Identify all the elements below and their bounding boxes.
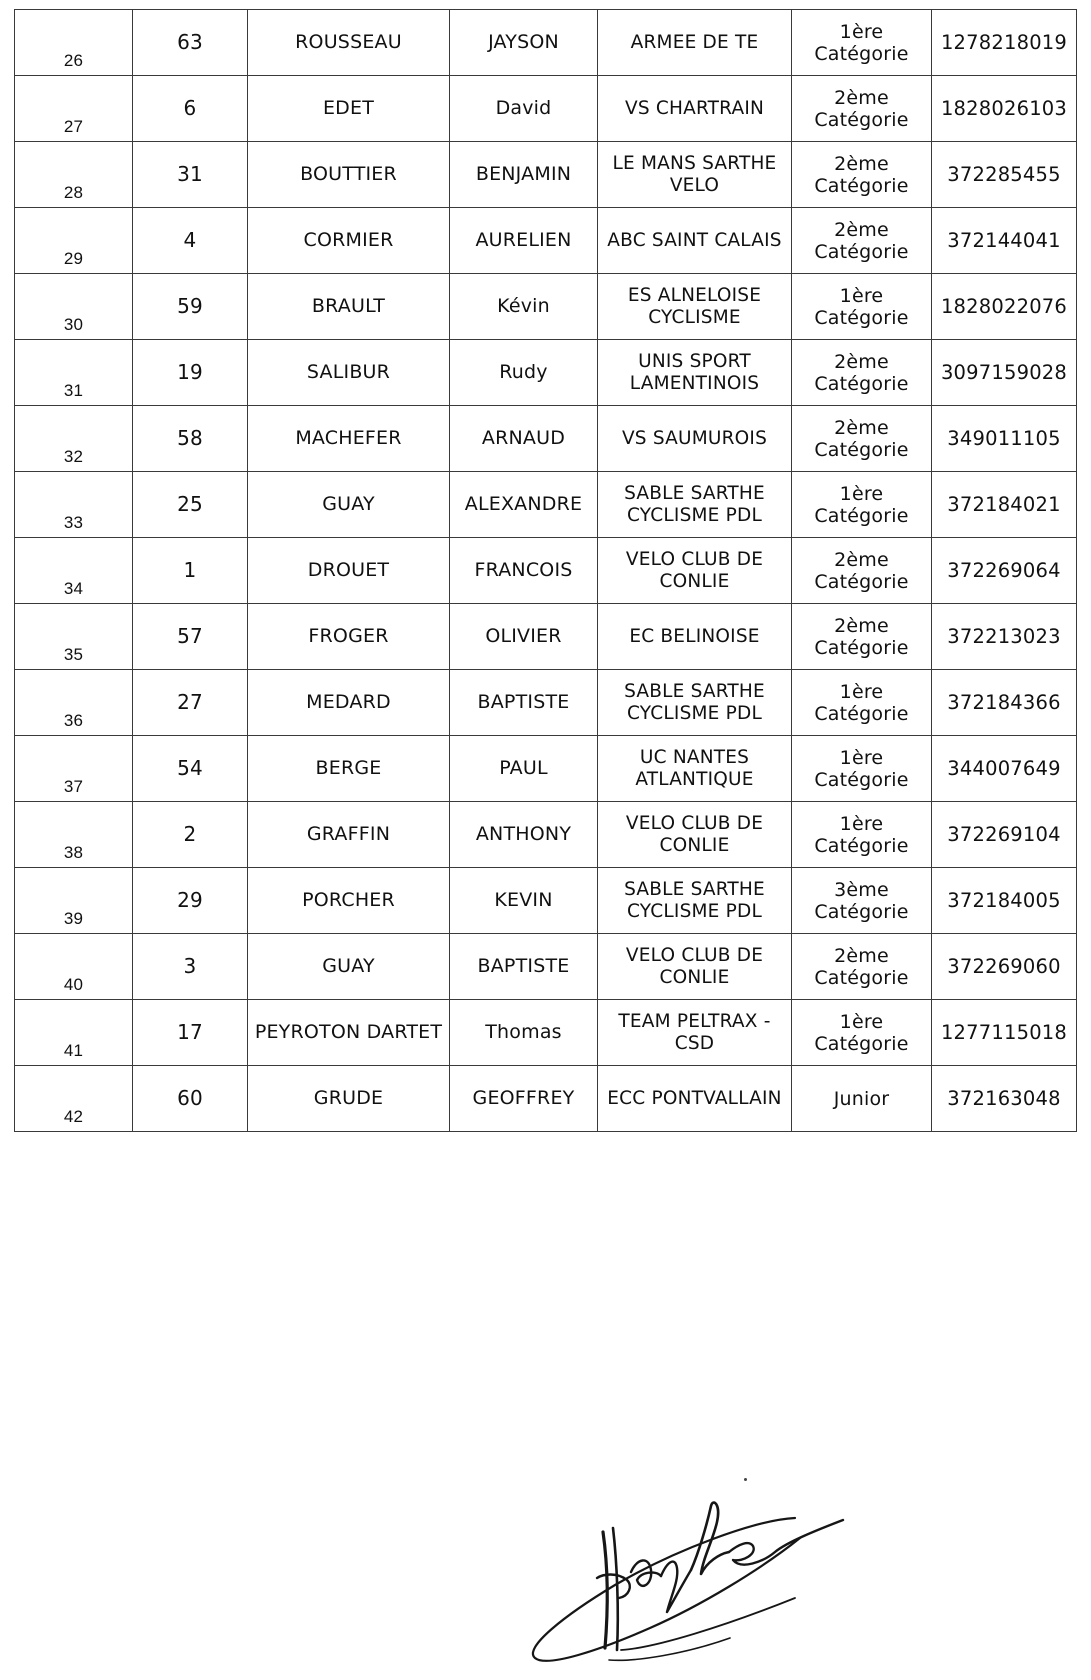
table-row: [15, 670, 1077, 736]
rank-cell: 30: [15, 274, 133, 340]
bib-number-cell: 60: [133, 1066, 248, 1132]
club-cell: SABLE SARTHE CYCLISME PDL: [598, 868, 792, 934]
table-row: [15, 1000, 1077, 1066]
license-number-cell: 372163048: [932, 1066, 1077, 1132]
table-row: [15, 10, 1077, 76]
last-name-cell: GRAFFIN: [248, 802, 450, 868]
first-name-cell: ALEXANDRE: [450, 472, 598, 538]
category-cell: 2ème Catégorie: [792, 604, 932, 670]
rank-cell: 26: [15, 10, 133, 76]
category-cell: 2ème Catégorie: [792, 934, 932, 1000]
club-cell: TEAM PELTRAX - CSD: [598, 1000, 792, 1066]
club-cell: VS SAUMUROIS: [598, 406, 792, 472]
table-row: [15, 340, 1077, 406]
bib-number-cell: 31: [133, 142, 248, 208]
bib-number-cell: 63: [133, 10, 248, 76]
category-cell: 1ère Catégorie: [792, 802, 932, 868]
last-name-cell: BOUTTIER: [248, 142, 450, 208]
rank-cell: 27: [15, 76, 133, 142]
club-cell: VELO CLUB DE CONLIE: [598, 802, 792, 868]
last-name-cell: GRUDE: [248, 1066, 450, 1132]
rank-cell: 28: [15, 142, 133, 208]
last-name-cell: MACHEFER: [248, 406, 450, 472]
first-name-cell: BAPTISTE: [450, 670, 598, 736]
table-row: [15, 76, 1077, 142]
bib-number-cell: 54: [133, 736, 248, 802]
table-row: [15, 472, 1077, 538]
club-cell: EC BELINOISE: [598, 604, 792, 670]
license-number-cell: 372269060: [932, 934, 1077, 1000]
bib-number-cell: 6: [133, 76, 248, 142]
rank-cell: 31: [15, 340, 133, 406]
table-row: [15, 1066, 1077, 1132]
category-cell: 2ème Catégorie: [792, 340, 932, 406]
club-cell: SABLE SARTHE CYCLISME PDL: [598, 670, 792, 736]
first-name-cell: AURELIEN: [450, 208, 598, 274]
first-name-cell: Kévin: [450, 274, 598, 340]
rank-cell: 36: [15, 670, 133, 736]
rank-cell: 37: [15, 736, 133, 802]
first-name-cell: JAYSON: [450, 10, 598, 76]
bib-number-cell: 59: [133, 274, 248, 340]
bib-number-cell: 19: [133, 340, 248, 406]
last-name-cell: FROGER: [248, 604, 450, 670]
first-name-cell: BAPTISTE: [450, 934, 598, 1000]
first-name-cell: PAUL: [450, 736, 598, 802]
rank-cell: 39: [15, 868, 133, 934]
club-cell: UNIS SPORT LAMENTINOIS: [598, 340, 792, 406]
table-row: [15, 802, 1077, 868]
first-name-cell: David: [450, 76, 598, 142]
rank-cell: 33: [15, 472, 133, 538]
last-name-cell: GUAY: [248, 472, 450, 538]
ink-speck: [744, 1478, 747, 1481]
club-cell: ARMEE DE TE: [598, 10, 792, 76]
club-cell: UC NANTES ATLANTIQUE: [598, 736, 792, 802]
first-name-cell: FRANCOIS: [450, 538, 598, 604]
bib-number-cell: 57: [133, 604, 248, 670]
first-name-cell: Thomas: [450, 1000, 598, 1066]
table-row: [15, 208, 1077, 274]
table-row: [15, 604, 1077, 670]
category-cell: 1ère Catégorie: [792, 10, 932, 76]
license-number-cell: 1828026103: [932, 76, 1077, 142]
first-name-cell: ANTHONY: [450, 802, 598, 868]
last-name-cell: MEDARD: [248, 670, 450, 736]
category-cell: Junior: [792, 1066, 932, 1132]
bib-number-cell: 25: [133, 472, 248, 538]
rank-cell: 42: [15, 1066, 133, 1132]
bib-number-cell: 3: [133, 934, 248, 1000]
first-name-cell: Rudy: [450, 340, 598, 406]
license-number-cell: 3097159028: [932, 340, 1077, 406]
club-cell: ES ALNELOISE CYCLISME: [598, 274, 792, 340]
club-cell: LE MANS SARTHE VELO: [598, 142, 792, 208]
last-name-cell: BRAULT: [248, 274, 450, 340]
category-cell: 1ère Catégorie: [792, 670, 932, 736]
rank-cell: 40: [15, 934, 133, 1000]
last-name-cell: ROUSSEAU: [248, 10, 450, 76]
category-cell: 1ère Catégorie: [792, 736, 932, 802]
license-number-cell: 372184021: [932, 472, 1077, 538]
table-row: [15, 538, 1077, 604]
club-cell: ECC PONTVALLAIN: [598, 1066, 792, 1132]
first-name-cell: KEVIN: [450, 868, 598, 934]
rank-cell: 38: [15, 802, 133, 868]
results-table: [14, 9, 1077, 1132]
last-name-cell: BERGE: [248, 736, 450, 802]
license-number-cell: 372144041: [932, 208, 1077, 274]
rank-cell: 29: [15, 208, 133, 274]
last-name-cell: CORMIER: [248, 208, 450, 274]
handwritten-signature: [525, 1500, 865, 1670]
bib-number-cell: 27: [133, 670, 248, 736]
category-cell: 1ère Catégorie: [792, 274, 932, 340]
license-number-cell: 372184366: [932, 670, 1077, 736]
category-cell: 2ème Catégorie: [792, 208, 932, 274]
rank-cell: 35: [15, 604, 133, 670]
club-cell: ABC SAINT CALAIS: [598, 208, 792, 274]
table-row: [15, 274, 1077, 340]
rank-cell: 41: [15, 1000, 133, 1066]
last-name-cell: PEYROTON DARTET: [248, 1000, 450, 1066]
bib-number-cell: 17: [133, 1000, 248, 1066]
license-number-cell: 372269064: [932, 538, 1077, 604]
last-name-cell: PORCHER: [248, 868, 450, 934]
license-number-cell: 1278218019: [932, 10, 1077, 76]
last-name-cell: SALIBUR: [248, 340, 450, 406]
last-name-cell: DROUET: [248, 538, 450, 604]
club-cell: VELO CLUB DE CONLIE: [598, 934, 792, 1000]
category-cell: 3ème Catégorie: [792, 868, 932, 934]
category-cell: 1ère Catégorie: [792, 472, 932, 538]
category-cell: 2ème Catégorie: [792, 142, 932, 208]
rank-cell: 34: [15, 538, 133, 604]
first-name-cell: ARNAUD: [450, 406, 598, 472]
club-cell: VS CHARTRAIN: [598, 76, 792, 142]
table-row: [15, 406, 1077, 472]
license-number-cell: 372285455: [932, 142, 1077, 208]
table-row: [15, 868, 1077, 934]
results-table-body: [15, 10, 1077, 1132]
license-number-cell: 1277115018: [932, 1000, 1077, 1066]
last-name-cell: EDET: [248, 76, 450, 142]
category-cell: 2ème Catégorie: [792, 76, 932, 142]
license-number-cell: 372184005: [932, 868, 1077, 934]
table-row: [15, 934, 1077, 1000]
table-row: [15, 142, 1077, 208]
bib-number-cell: 2: [133, 802, 248, 868]
rank-cell: 32: [15, 406, 133, 472]
license-number-cell: 372269104: [932, 802, 1077, 868]
bib-number-cell: 58: [133, 406, 248, 472]
first-name-cell: GEOFFREY: [450, 1066, 598, 1132]
bib-number-cell: 29: [133, 868, 248, 934]
club-cell: SABLE SARTHE CYCLISME PDL: [598, 472, 792, 538]
bib-number-cell: 4: [133, 208, 248, 274]
license-number-cell: 344007649: [932, 736, 1077, 802]
bib-number-cell: 1: [133, 538, 248, 604]
last-name-cell: GUAY: [248, 934, 450, 1000]
license-number-cell: 372213023: [932, 604, 1077, 670]
category-cell: 1ère Catégorie: [792, 1000, 932, 1066]
first-name-cell: OLIVIER: [450, 604, 598, 670]
category-cell: 2ème Catégorie: [792, 406, 932, 472]
club-cell: VELO CLUB DE CONLIE: [598, 538, 792, 604]
license-number-cell: 349011105: [932, 406, 1077, 472]
table-row: [15, 736, 1077, 802]
license-number-cell: 1828022076: [932, 274, 1077, 340]
first-name-cell: BENJAMIN: [450, 142, 598, 208]
category-cell: 2ème Catégorie: [792, 538, 932, 604]
